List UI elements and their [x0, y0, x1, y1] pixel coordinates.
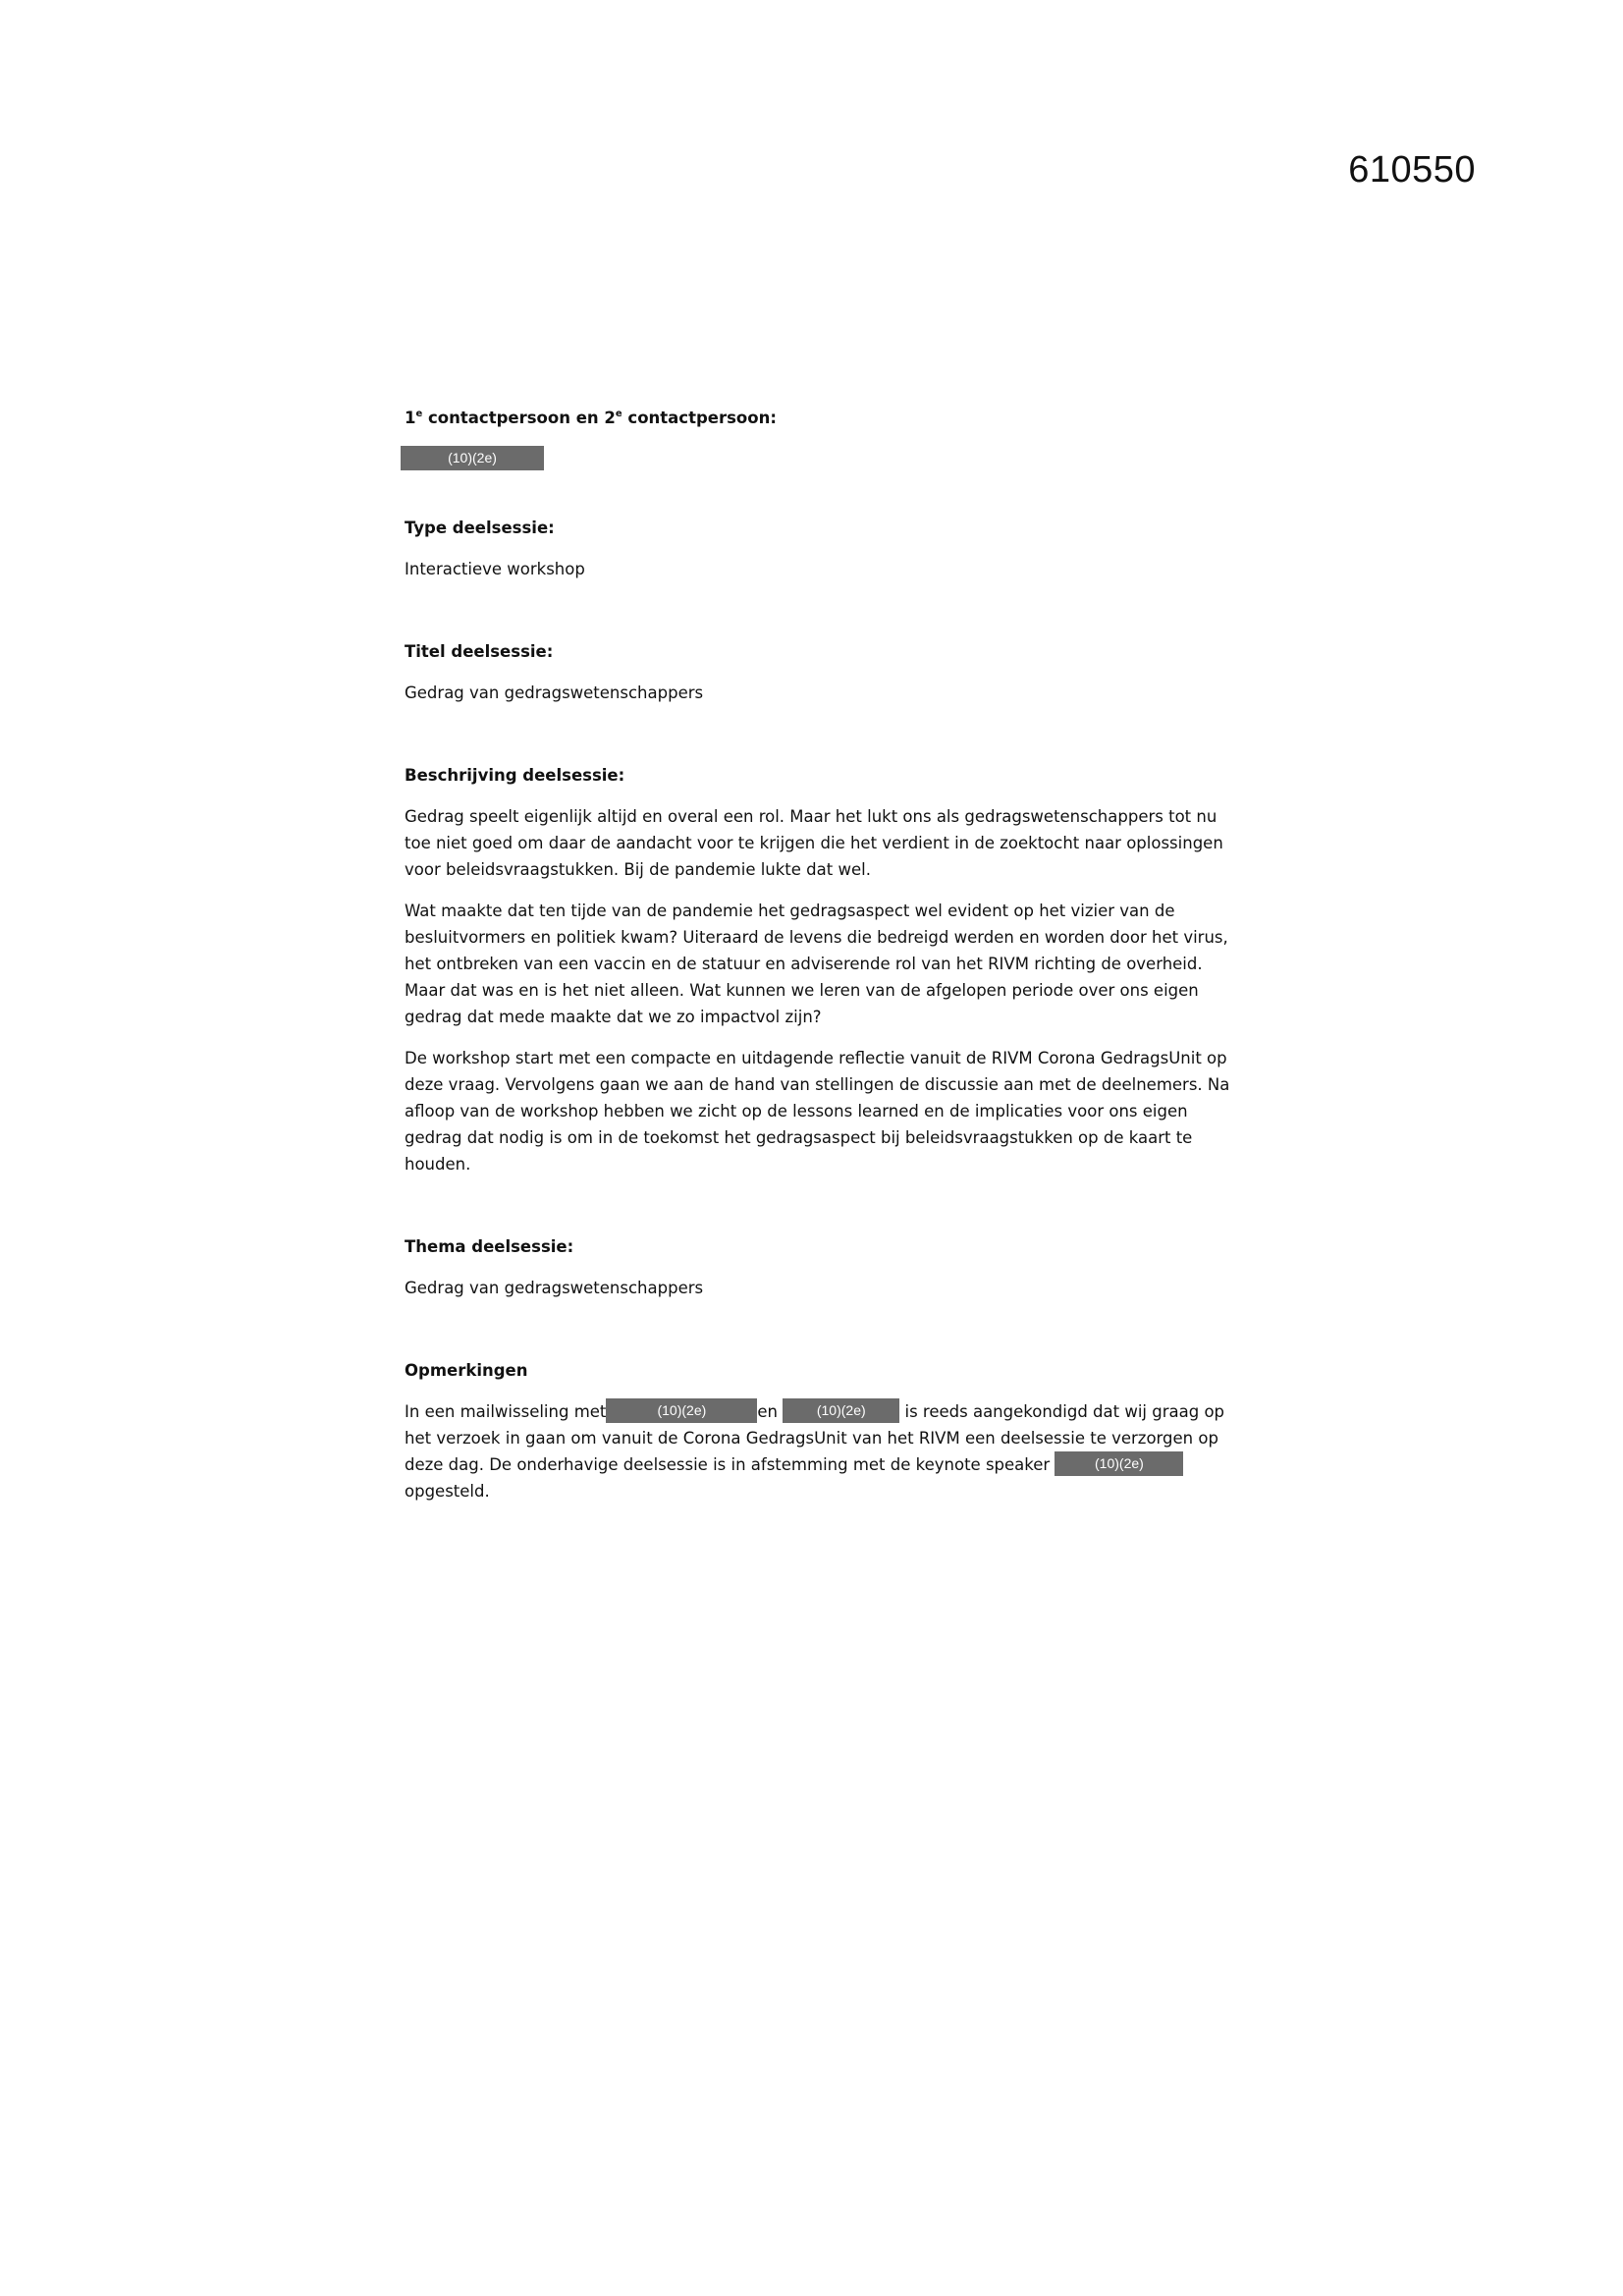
remarks-text-2: en [757, 1402, 784, 1421]
contacts-heading-sup-1: e [415, 409, 423, 419]
remarks-redaction-2: (10)(2e) [783, 1398, 899, 1423]
theme-value: Gedrag van gedragswetenschappers [405, 1279, 704, 1297]
remarks-text-4: opgesteld. [405, 1482, 490, 1501]
title-value: Gedrag van gedragswetenschappers [405, 683, 704, 702]
contacts-heading-text-2: contactpersoon en 2 [422, 409, 616, 427]
remarks-text-3: is reeds aangekondigd dat wij graag op het verzoek in gaan om vanuit de Corona GedragsUnit van het RIVM een deelsessie te verzorgen op deze dag. De onderhavige deelsessie is in afstemming met de keynote speaker [405, 1402, 1225, 1474]
theme-heading: Thema deelsessie: [405, 1237, 574, 1256]
remarks-text-1: In een mailwisseling met [405, 1402, 607, 1421]
remarks-paragraph [405, 1398, 1239, 1504]
description-paragraph-3: De workshop start met een compacte en uitdagende reflectie vanuit de RIVM Corona GedragsUnit op deze vraag. Vervolgens gaan we aan de hand van stellingen de discussie aan met de deelnemers. Na afloop van de workshop hebben we zicht op de lessons learned en de implicaties voor ons eigen gedrag dat nodig is om in de toekomst het gedragsaspect bij beleidsvraagstukken op de kaart te houden. [405, 1049, 1230, 1174]
remarks-redaction-3: (10)(2e) [1055, 1451, 1183, 1476]
description-heading: Beschrijving deelsessie: [405, 766, 625, 785]
description-paragraph-2: Wat maakte dat ten tijde van de pandemie het gedragsaspect wel evident op het vizier van de besluitvormers en politiek kwam? Uiteraard de levens die bedreigd werden en worden door het virus, het ontbreken van een vaccin en de statuur en adviserende rol van het RIVM richting de overheid. Maar dat was en is het niet alleen. Wat kunnen we leren van de afgelopen periode over ons eigen gedrag dat mede maakte dat we zo impactvol zijn? [405, 902, 1228, 1026]
contacts-heading-sup-2: e [615, 409, 622, 419]
type-heading: Type deelsessie: [405, 519, 555, 537]
document-number: 610550 [1348, 149, 1476, 191]
contacts-heading [405, 405, 1239, 431]
contacts-heading-text-1: 1 [405, 409, 416, 427]
contacts-heading-text-3: contactpersoon: [622, 409, 777, 427]
remarks-heading: Opmerkingen [405, 1361, 528, 1380]
title-heading: Titel deelsessie: [405, 642, 554, 661]
document-body [405, 405, 1239, 1504]
type-value: Interactieve workshop [405, 560, 585, 578]
remarks-redaction-1: (10)(2e) [606, 1398, 757, 1423]
contacts-redaction: (10)(2e) [401, 446, 544, 470]
description-paragraph-1: Gedrag speelt eigenlijk altijd en overal een rol. Maar het lukt ons als gedragswetenschappers tot nu toe niet goed om daar de aandacht voor te krijgen die het verdient in de zoektocht naar oplossingen voor beleidsvraagstukken. Bij de pandemie lukte dat wel. [405, 807, 1223, 879]
